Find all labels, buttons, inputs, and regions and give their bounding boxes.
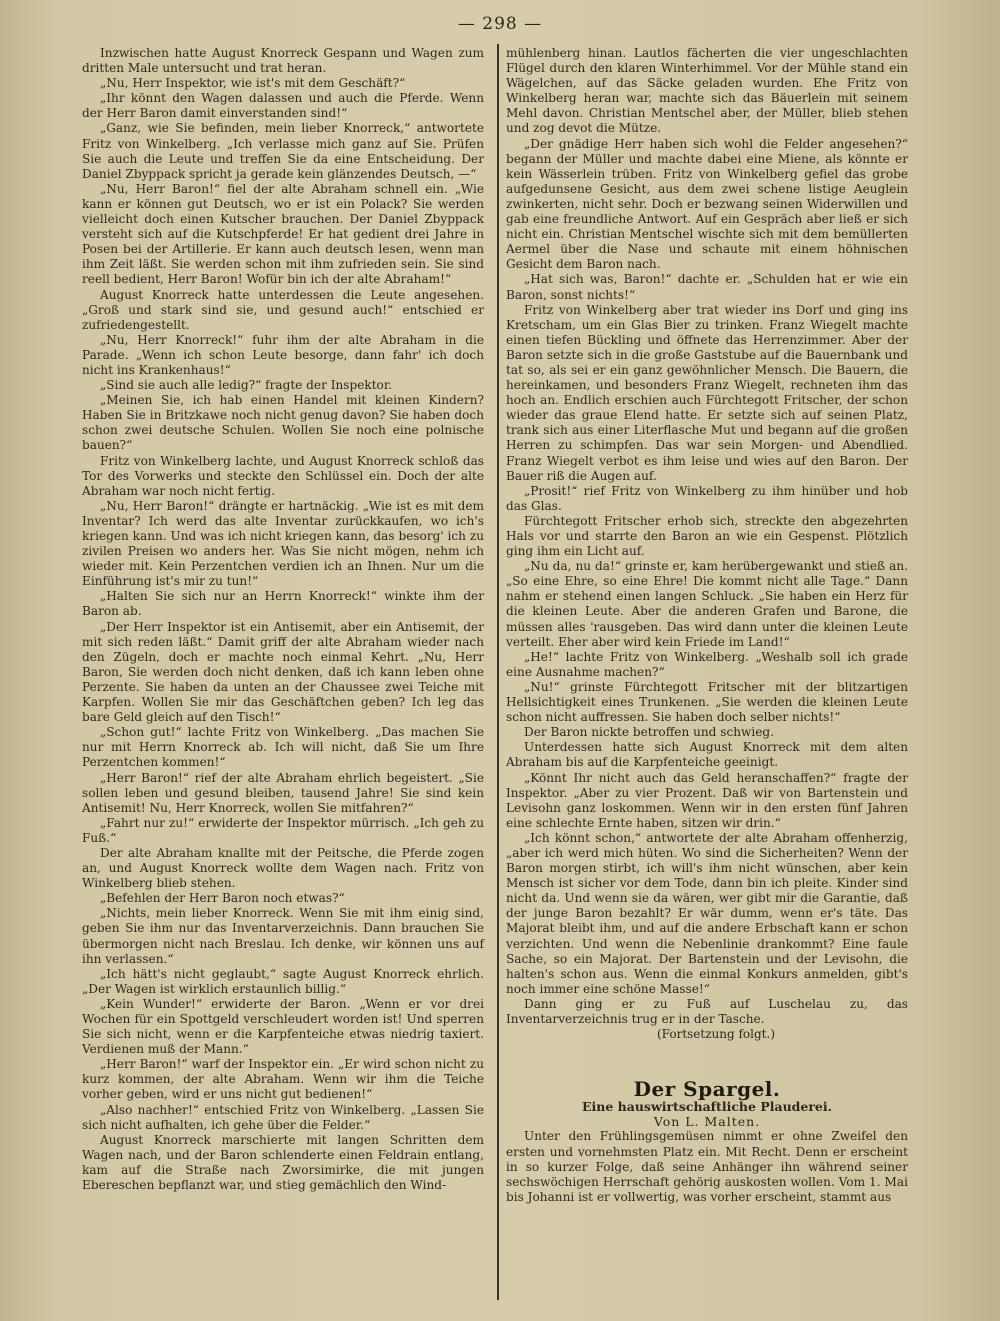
paragraph: „Nu, Herr Inspektor, wie ist's mit dem Geschäft?“ [100, 76, 406, 91]
paragraph: Fritz von Winkelberg aber trat wieder ins Dorf und ging ins Kretscham, um ein Glas Bier zu trinken. Franz Wiegelt machte einen tiefen Bückling und öffnete das Herrenzimmer. Aber der Baron setzte sich in die große Gaststube auf die Bauernbank und tat so, als sei er ein ganz gewöhnlicher Mensch. Die Bauern, die hereinkamen, und besonders Franz Wiegelt, rechneten ihm das hoch an. Endlich erschien auch Fürchtegott Fritscher, der schon wieder das graue Elend hatte. Er setzte sich auf seinen Platz, trank sich aus einer Literflasche Mut und begann auf die großen Herren zu schimpfen. Das war sein Morgen- und Abendlied. Franz Wiegelt verbot es ihm leise und wies auf den Baron. Der Bauer riß die Augen auf. [506, 302, 908, 483]
paragraph: Unterdessen hatte sich August Knorreck mit dem alten Abraham bis auf die Karpfenteiche geeinigt. [506, 740, 908, 770]
paragraph: „Der Herr Inspektor ist ein Antisemit, aber ein Antisemit, der mit sich reden läßt.“ Damit griff der alte Abraham wieder nach den Zügeln, doch er machte noch einmal Kehrt. „Nu, Herr Baron, Sie werden doch nicht denken, daß ich kann leben ohne Perzente. Sie haben da unten an der Chaussee zwei Teiche mit Karpfen. Wollen Sie mir das Geschäftchen geben? Ich leg das bare Geld gleich auf den Tisch!“ [82, 619, 484, 725]
paragraph: „Nu, Herr Knorreck!“ fuhr ihm der alte Abraham in die Parade. „Wenn ich schon Leute besorge, dann fahr' ich doch nicht ins Krankenhaus!“ [82, 332, 484, 377]
column-divider [497, 44, 499, 1300]
paragraph: Der alte Abraham knallte mit der Peitsche, die Pferde zogen an, und August Knorreck wollte dem Wagen nach. Fritz von Winkelberg blieb stehen. [82, 845, 484, 891]
paragraph: „Der gnädige Herr haben sich wohl die Felder angesehen?“ begann der Müller und machte dabei eine Miene, als könnte er kein Wässerlein trüben. Fritz von Winkelberg gefiel das grobe aufgedunsene Gesicht, aus dem zwei schene listige Aeuglein zwinkerten, nicht sehr. Doch er bezwang seinen Widerwillen und gab eine freundliche Antwort. Auf ein Gespräch aber ließ er sich nicht ein. Christian Mentschel wischte sich mit dem bemüllerten Aermel über die Nase und schaute mit einem höhnischen Gesicht dem Baron nach. [506, 136, 908, 272]
paragraph: „Also nachher!“ entschied Fritz von Winkelberg. „Lassen Sie sich nicht aufhalten, ich gehe über die Felder.“ [82, 1102, 484, 1132]
story-continuation [506, 46, 908, 1027]
paragraph: „Sind sie auch alle ledig?“ fragte der Inspektor. [100, 378, 393, 393]
paragraph: „Könnt Ihr nicht auch das Geld heranschaffen?“ fragte der Inspektor. „Aber zu vier Prozent. Daß wir von Bartenstein und Levisohn ganz loskommen. Wenn wir in den ersten fünf Jahren eine schlechte Ernte haben, sitzen wir drin.“ [506, 770, 908, 830]
article-spargel [506, 1077, 908, 1205]
paragraph: „Ganz, wie Sie befinden, mein lieber Knorreck,“ antwortete Fritz von Winkelberg. „Ich verlasse mich ganz auf Sie. Prüfen Sie auch die Leute und treffen Sie da eine Entscheidung. Der Daniel Zbyppack spricht ja gerade kein glänzendes Deutsch, —“ [82, 121, 484, 181]
article-title: Der Spargel. [633, 1077, 781, 1102]
paragraph: „Ihr könnt den Wagen dalassen und auch die Pferde. Wenn der Herr Baron damit einverstanden sind!“ [82, 91, 484, 121]
paragraph: „Herr Baron!“ warf der Inspektor ein. „Er wird schon nicht zu kurz kommen, der alte Abraham. Wenn wir ihm die Teiche vorher geben, wird er uns nicht gut bedienen!“ [82, 1057, 484, 1102]
article-subtitle: Eine hauswirtschaftliche Plauderei. [581, 1099, 832, 1115]
paragraph: Fürchtegott Fritscher erhob sich, streckte den abgezehrten Hals vor und starrte den Baron an wie ein Gespenst. Plötzlich ging ihm ein Licht auf. [506, 513, 908, 559]
article-author: Von L. Malten. [653, 1114, 761, 1130]
paragraph: mühlenberg hinan. Lautlos fächerten die vier ungeschlachten Flügel durch den klaren Winterhimmel. Vor der Mühle stand ein Wägelchen, auf das Säcke geladen wurden. Ehe Fritz von Winkelberg heran war, machte sich das Bäuerlein mit seinem Mehl davon. Christian Mentschel aber, der Müller, blieb stehen und zog devot die Mütze. [506, 46, 908, 136]
paragraph: August Knorreck hatte unterdessen die Leute angesehen. „Groß und stark sind sie, und gesund auch!“ entschied er zufriedengestellt. [82, 287, 484, 332]
article-body [506, 1129, 908, 1204]
paragraph: „Fahrt nur zu!“ erwiderte der Inspektor mürrisch. „Ich geh zu Fuß.“ [82, 815, 484, 845]
paragraph: Fritz von Winkelberg lachte, und August Knorreck schloß das Tor des Vorwerks und steckte den Schlüssel ein. Doch der alte Abraham war noch nicht fertig. [82, 453, 484, 498]
paragraph: „Kein Wunder!“ erwiderte der Baron. „Wenn er vor drei Wochen für ein Spottgeld verschleudert worden ist! Und sperren Sie sich nicht, wenn er die Karpfenteiche etwas niedrig taxiert. Verdienen muß der Mann.“ [82, 996, 484, 1057]
paragraph: August Knorreck marschierte mit langen Schritten dem Wagen nach, und der Baron schlenderte einen Feldrain entlang, kam auf die Straße nach Zworsimirke, die mit jungen Ebereschen bepflanzt war, und stieg gemächlich den Wind- [82, 1132, 484, 1193]
paragraph: Der Baron nickte betroffen und schwieg. [524, 725, 774, 740]
right-column [506, 46, 908, 1205]
paragraph: „Nu, Herr Baron!“ drängte er hartnäckig. „Wie ist es mit dem Inventar? Ich werd das alte Inventar zurückkaufen, wo ich's kriegen kann. Und was ich nicht kriegen kann, das besorg' ich zu zivilen Preisen wo anders her. Was Sie nicht mögen, nehm ich wieder mit. Kein Perzentchen verdien ich an Ihnen. Nur um die Einführung ist's mir zu tun!“ [82, 498, 484, 589]
paragraph: „He!“ lachte Fritz von Winkelberg. „Weshalb soll ich grade eine Ausnahme machen?“ [506, 649, 908, 679]
paragraph: „Hat sich was, Baron!“ dachte er. „Schulden hat er wie ein Baron, sonst nichts!“ [506, 272, 908, 302]
paragraph: „Prosit!“ rief Fritz von Winkelberg zu ihm hinüber und hob das Glas. [506, 483, 908, 513]
paragraph: „Meinen Sie, ich hab einen Handel mit kleinen Kindern? Haben Sie in Britzkawe noch nicht genug davon? Sie haben doch schon zwei deutsche Schulen. Wollen Sie noch eine polnische bauen?“ [82, 393, 484, 453]
paragraph: „Ich hätt's nicht geglaubt,“ sagte August Knorreck ehrlich. „Der Wagen ist wirklich erstaunlich billig.“ [82, 966, 484, 996]
paragraph: „Herr Baron!“ rief der alte Abraham ehrlich begeistert. „Sie sollen leben und gesund bleiben, tausend Jahre! Sie sind kein Antisemit! Nu, Herr Knorreck, wollen Sie mitfahren?“ [82, 770, 484, 815]
paragraph: „Befehlen der Herr Baron noch etwas?“ [100, 891, 345, 906]
paragraph: „Nu da, nu da!“ grinste er, kam herübergewankt und stieß an. „So eine Ehre, so eine Ehre! Die kommt nicht alle Tage.“ Dann nahm er stehend einen langen Schluck. „Sie haben ein Herz für die kleinen Leute. Aber die anderen Grafen und Barone, die müssen alles 'rausgeben. Das wird dann unter die kleinen Leute verteilt. Eher aber wird kein Friede im Land!“ [506, 559, 908, 649]
left-column [82, 46, 484, 1193]
paragraph: „Halten Sie sich nur an Herrn Knorreck!“ winkte ihm der Baron ab. [82, 589, 484, 619]
paragraph: Dann ging er zu Fuß auf Luschelau zu, das Inventarverzeichnis trug er in der Tasche. [506, 996, 908, 1026]
paragraph: Inzwischen hatte August Knorreck Gespann und Wagen zum dritten Male untersucht und trat heran. [82, 46, 484, 76]
section-gap [506, 1042, 908, 1082]
paragraph: „Schon gut!“ lachte Fritz von Winkelberg. „Das machen Sie nur mit Herrn Knorreck ab. Ich will nicht, daß Sie um Ihre Perzentchen kommen!“ [82, 725, 484, 770]
paragraph: „Nu, Herr Baron!“ fiel der alte Abraham schnell ein. „Wie kann er können gut Deutsch, wo er ist ein Polack? Sie werden vielleicht doch einen Kutscher brauchen. Der Daniel Zbyppack versteht sich auf die Kutschpferde! Er hat gedient drei Jahre in Posen bei der Artillerie. Er kann auch deutsch lesen, wenn man ihm Zeit läßt. Sie werden schon mit ihm zufrieden sein. Sie sind reell bedient, Herr Baron! Wofür bin ich der alte Abraham!“ [82, 181, 484, 287]
paragraph: „Nichts, mein lieber Knorreck. Wenn Sie mit ihm einig sind, geben Sie ihm nur das Inventarverzeichnis. Dann brauchen Sie übermorgen nicht nach Breslau. Ich denke, wir können uns auf ihn verlassen.“ [82, 906, 484, 966]
paragraph: Unter den Frühlingsgemüsen nimmt er ohne Zweifel den ersten und vornehmsten Platz ein. Mit Recht. Denn er erscheint in so kurzer Folge, daß seine Anhänger ihn während seiner sechswöchigen Herrschaft gehörig auskosten wollen. Vom 1. Mai bis Johanni ist er vollwertig, was vorher erscheint, stammt aus [506, 1129, 908, 1204]
continuation-note: (Fortsetzung folgt.) [657, 1027, 775, 1042]
paragraph: „Nu!“ grinste Fürchtegott Fritscher mit der blitzartigen Hellsichtigkeit eines Trunkenen. „Sie werden die kleinen Leute schon nicht auffressen. Sie haben doch selber nichts!“ [506, 679, 908, 725]
paragraph: „Ich könnt schon,“ antwortete der alte Abraham offenherzig, „aber ich werd mich hüten. Wo sind die Sicherheiten? Wenn der Baron morgen stirbt, ich will's ihm nicht wünschen, aber kein Mensch ist sicher vor dem Tode, dann bin ich pleite. Kinder sind nicht da. Und wenn sie da wären, wer gibt mir die Garantie, daß der junge Baron bezahlt? Er wär dumm, wenn er's täte. Das Majorat bleibt ihm, und auf die andere Erbschaft kann er schon verzichten. Und wenn die Nebenlinie drankommt? Eine faule Sache, so ein Majorat. Der Bartenstein und der Levisohn, die halten's schon aus. Wenn die einmal Konkurs anmelden, gibt's noch immer eine schöne Masse!“ [506, 830, 908, 996]
page-number: — 298 — [457, 14, 543, 34]
